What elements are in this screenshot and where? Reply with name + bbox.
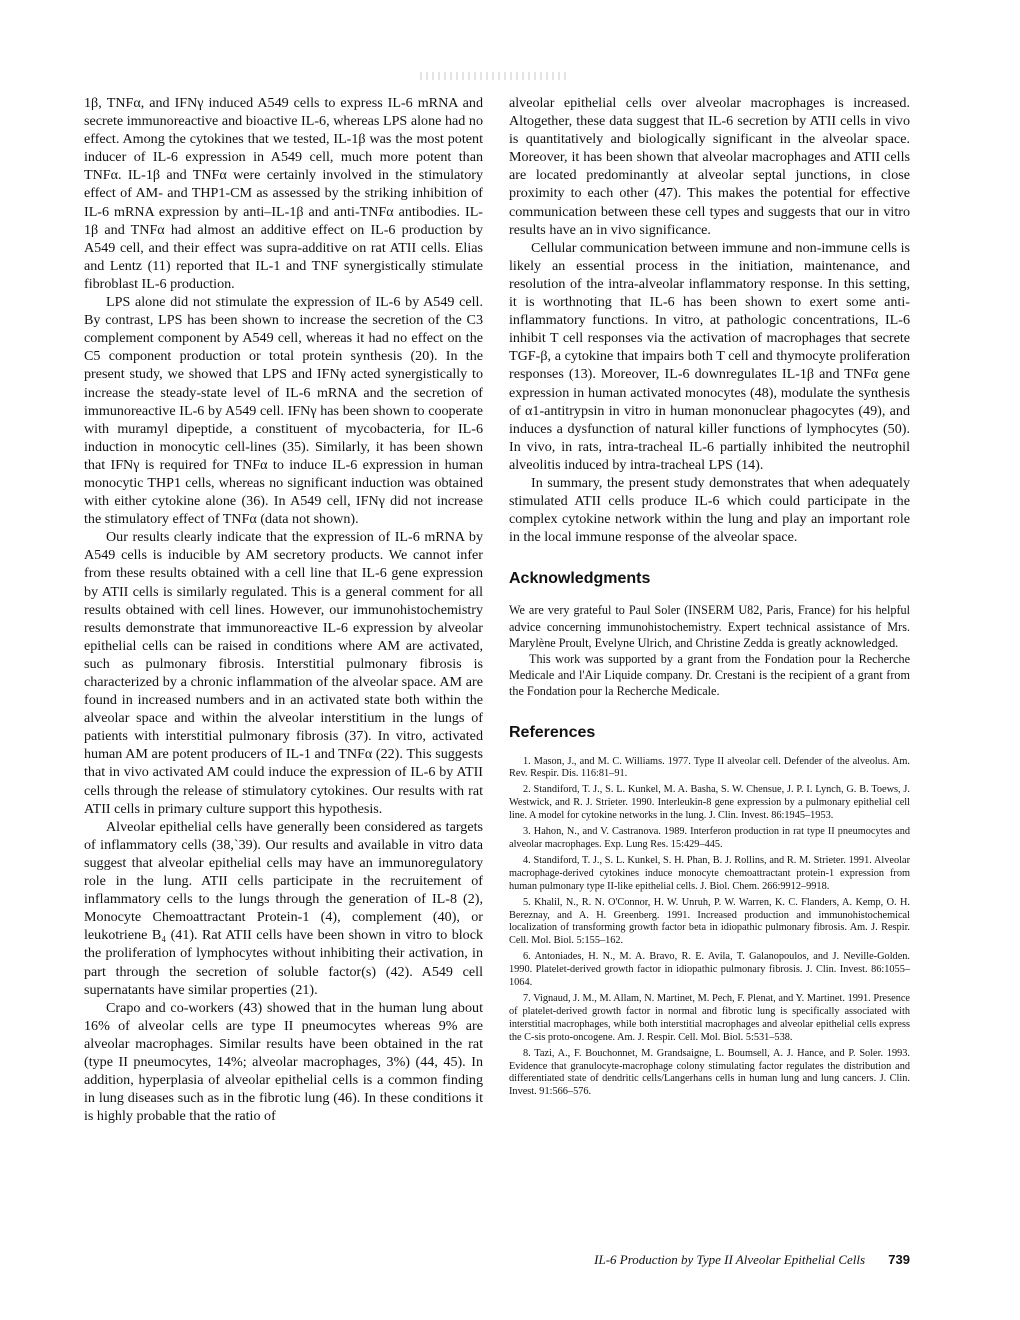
page-number: 739 bbox=[888, 1252, 910, 1267]
body-paragraph: LPS alone did not stimulate the expression of IL-6 by A549 cell. By contrast, LPS has been shown to increase the secretion of the C3 complement component by A549 cell, whereas it had no effect on the C5 component production or total protein synthesis (20). In the present study, we showed that LPS and IFNγ acted synergistically to increase the steady-state level of IL-6 mRNA and the secretion of immunoreactive IL-6 by A549 cell. IFNγ has been shown to cooperate with muramyl dipeptide, a constituent of mycobacteria, for IL-6 induction in monocytic cell-lines (35). Similarly, it has been shown that IFNγ is required for TNFα to induce IL-6 expression in human monocytic THP1 cells, whereas no significant induction was obtained with either cytokine alone (36). In A549 cell, IFNγ did not increase the stimulatory effect of TNFα (data not shown). bbox=[84, 294, 483, 528]
references-heading: References bbox=[509, 723, 596, 741]
reference-list bbox=[509, 756, 910, 1100]
left-column bbox=[84, 94, 483, 1125]
reference-item: 8. Tazi, A., F. Bouchonnet, M. Grandsaigne, L. Boumsell, A. J. Hance, and P. Soler. 1993. Evidence that granulocyte-macrophage colony stimulating factor regulates the distribution and differentiated state of dendritic cells/Langerhans cells in human lung and lung cancers. J. Clin. Invest. 91:566–576. bbox=[509, 1047, 910, 1098]
body-paragraph: 1β, TNFα, and IFNγ induced A549 cells to express IL-6 mRNA and secrete immunoreactive and bioactive IL-6, whereas LPS alone had no effect. Among the cytokines that we tested, IL-1β was the most potent inducer of IL-6 expression in A549 cell, much more potent than TNFα. IL-1β and TNFα were certainly involved in the stimulatory effect of AM- and THP1-CM as assessed by the striking inhibition of IL-6 mRNA expression by anti–IL-1β and anti-TNFα antibodies. IL-1β and TNFα had almost an additive effect on IL-6 production by A549 cell, and their effect was supra-additive on rat ATII cells. Elias and Lentz (11) reported that IL-1 and TNF synergistically stimulate fibroblast IL-6 production. bbox=[84, 95, 483, 292]
right-column bbox=[509, 94, 910, 1102]
acknowledgments-paragraph: We are very grateful to Paul Soler (INSERM U82, Paris, France) for his helpful advice concerning immunohistochemistry. Expert technical assistance of Mrs. Marylène Proult, Evelyne Ulrich, and Christine Zedda is greatly acknowledged. bbox=[509, 603, 910, 650]
running-title: IL-6 Production by Type II Alveolar Epithelial Cells bbox=[594, 1252, 866, 1267]
acknowledgments-heading: Acknowledgments bbox=[509, 570, 651, 588]
acknowledgments-paragraph: This work was supported by a grant from the Fondation pour la Recherche Medicale and l'Air Liquide company. Dr. Crestani is the recipient of a grant from the Fondation pour la Recherche Medicale. bbox=[509, 651, 910, 699]
reference-item: 5. Khalil, N., R. N. O'Connor, H. W. Unruh, P. W. Warren, K. C. Flanders, A. Kemp, O. H. Bereznay, and A. H. Greenberg. 1991. Increased production and immunohistochemical localization of transforming growth factor beta in idiopathic pulmonary fibrosis. Am. J. Respir. Cell. Mol. Biol. 5:155–162. bbox=[509, 896, 910, 947]
body-paragraph: Crapo and co-workers (43) showed that in the human lung about 16% of alveolar cells are type II pneumocytes whereas 9% are alveolar macrophages. Similar results have been obtained in the rat (type II pneumocytes, 14%; alveolar macrophages, 3%) (44, 45). In addition, hyperplasia of alveolar epithelial cells is a common finding in lung diseases such as in the fibrotic lung (46). In these conditions it is highly probable that the ratio of bbox=[84, 999, 483, 1125]
reference-item: 4. Standiford, T. J., S. L. Kunkel, S. H. Phan, B. J. Rollins, and R. M. Strieter. 1991. Alveolar macrophage-derived cytokines induce monocyte chemoattractant protein-1 expression from human pulmonary type II-like epithelial cells. J. Biol. Chem. 266:9912–9918. bbox=[509, 854, 910, 892]
scan-artifact bbox=[420, 72, 570, 80]
body-paragraph: Alveolar epithelial cells have generally been considered as targets of inflammatory cells (38,`39). Our results and available in vitro data suggest that alveolar epithelial cells may have an immunoregulatory role in the lung. ATII cells participate in the recruitement of inflammatory cells to the lungs through the generation of IL-8 (2), Monocyte Chemoattractant Protein-1 (4), complement (40), or leukotriene B₄ (41). Rat ATII cells have been shown in vitro to block the proliferation of lymphocytes without inhibiting their activation, in part through the secretion of soluble factor(s) (42). A549 cell supernatants have similar properties (21). bbox=[84, 818, 483, 998]
body-paragraph: alveolar epithelial cells over alveolar macrophages is increased. Altogether, these data suggest that IL-6 secretion by ATII cells in vivo is quantitatively and biologically significant in the alveolar space. Moreover, it has been shown that alveolar macrophages and ATII cells are located predominantly at alveolar septal junctions, in close proximity to each other (47). This makes the potential for effective communication between these cell types and suggests that our in vitro results have an in vivo significance. bbox=[509, 95, 910, 238]
reference-item: 2. Standiford, T. J., S. L. Kunkel, M. A. Basha, S. W. Chensue, J. P. I. Lynch, G. B. Toews, J. Westwick, and R. J. Strieter. 1990. Interleukin-8 gene expression by a pulmonary epithelial cell line. A model for cytokine networks in the lung. J. Clin. Invest. 86:1945–1953. bbox=[509, 784, 910, 822]
body-paragraph: In summary, the present study demonstrates that when adequately stimulated ATII cells produce IL-6 which could participate in the complex cytokine network within the lung and play an important role in the local immune response of the alveolar space. bbox=[509, 474, 910, 546]
reference-item: 3. Hahon, N., and V. Castranova. 1989. Interferon production in rat type II pneumocytes and alveolar macrophages. Exp. Lung Res. 15:429–445. bbox=[509, 826, 910, 850]
reference-item: 6. Antoniades, H. N., M. A. Bravo, R. E. Avila, T. Galanopoulos, and J. Neville-Golden. 1990. Platelet-derived growth factor in idiopathic pulmonary fibrosis. J. Clin. Invest. 86:1055–1064. bbox=[509, 951, 910, 989]
reference-item: 1. Mason, J., and M. C. Williams. 1977. Type II alveolar cell. Defender of the alveolus. Am. Rev. Respir. Dis. 116:81–91. bbox=[509, 755, 910, 780]
page-footer bbox=[509, 1252, 910, 1268]
reference-item: 7. Vignaud, J. M., M. Allam, N. Martinet, M. Pech, F. Plenat, and Y. Martinet. 1991. Presence of platelet-derived growth factor in normal and fibrotic lung is specifically associated with interstitial macrophages, while both interstitial macrophages and alveolar epithelial cells express the C-sis proto-oncogene. Am. J. Respir. Cell. Mol. Biol. 5:531–538. bbox=[509, 992, 910, 1043]
body-paragraph: Cellular communication between immune and non-immune cells is likely an essential process in the initiation, maintenance, and resolution of the intra-alveolar inflammatory response. In this setting, it is worthnoting that IL-6 has been shown to exert some anti-inflammatory functions. In vitro, at pathologic concentrations, IL-6 inhibit T cell responses via the activation of macrophages that secrete TGF-β, a cytokine that impairs both T cell and thymocyte proliferation responses (13). Moreover, IL-6 downregulates IL-1β and TNFα gene expression in human activated monocytes (48), modulate the synthesis of α1-antitrypsin in vitro in human mononuclear phagocytes (49), and induces a dysfunction of natural killer functions of lymphocytes (50). In vivo, in rats, intra-tracheal IL-6 partially inhibited the neutrophil alveolitis induced by intra-tracheal LPS (14). bbox=[509, 239, 910, 473]
body-paragraph: Our results clearly indicate that the expression of IL-6 mRNA by A549 cells is inducible by AM secretory products. We cannot infer from these results obtained with a cell line that IL-6 gene expression by ATII cells is similarly regulated. This is a general comment for all results obtained with cell lines. However, our immunohistochemistry results demonstrate that immunoreactive IL-6 expression by alveolar epithelial cells can be raised in conditions where AM are activated, such as pulmonary fibrosis. Interstitial pulmonary fibrosis is characterized by a chronic inflammation of the alveolar space. AM are found in increased numbers and in an activated state both within the alveolar space and within the alveolar interstitium in the lungs of patients with interstitial pulmonary fibrosis (37). In vitro, activated human AM are potent producers of IL-1 and TNFα (22). This suggests that in vivo activated AM could induce the expression of IL-6 by ATII cells through the release of stimulatory cytokines. Our results with rat ATII cells in primary culture support this hypothesis. bbox=[84, 529, 483, 817]
